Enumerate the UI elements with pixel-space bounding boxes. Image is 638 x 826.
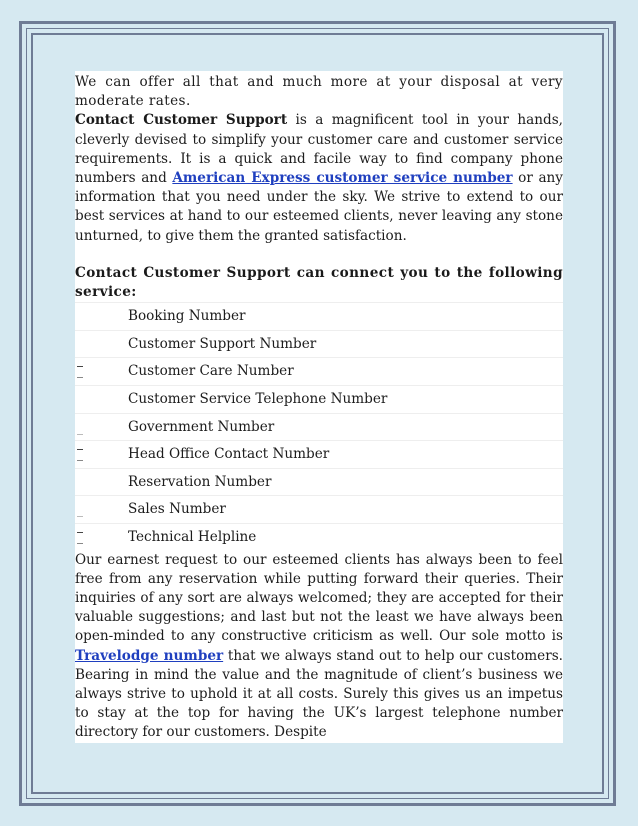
services-list xyxy=(75,302,563,550)
list-item xyxy=(75,385,563,413)
list-bullet xyxy=(75,496,85,523)
service-label: Government Number xyxy=(128,418,275,435)
list-bullet xyxy=(75,414,85,441)
list-item xyxy=(75,357,563,385)
services-heading xyxy=(75,264,563,302)
list-bullet xyxy=(75,524,85,551)
list-bullet xyxy=(75,469,85,496)
service-label: Technical Helpline xyxy=(128,528,257,545)
support-paragraph-text-b: or any information that you need under the sky. We strive to extend to our best services at hand to our esteemed clients, never leaving any stone unturned, to give them the granted satisfaction. xyxy=(75,170,563,244)
support-paragraph-text-a: is a magnificent tool in your hands, cleverly devised to simplify your customer care and customer service requirements. It is a quick and facile way to find company phone numbers and xyxy=(75,112,563,187)
list-bullet xyxy=(75,303,85,330)
request-paragraph-text-a: Our earnest request to our esteemed clients has always been to feel free from any reservation while putting forward their queries. Their inquiries of any sort are always welcomed; they are accepted for their valuable suggestions; and last but not the least we have always been open-minded to any constructive criticism as well. Our sole motto is xyxy=(75,551,563,645)
list-item xyxy=(75,523,563,551)
paragraph-spacer xyxy=(75,246,563,264)
list-item xyxy=(75,413,563,441)
list-bullet xyxy=(75,331,85,358)
service-label: Customer Service Telephone Number xyxy=(128,391,388,408)
request-paragraph xyxy=(75,551,563,743)
list-item xyxy=(75,330,563,358)
service-label: Customer Support Number xyxy=(128,335,317,352)
service-label: Booking Number xyxy=(128,308,246,325)
intro-paragraph: We can offer all that and much more at your disposal at very moderate rates. xyxy=(75,74,563,110)
list-bullet xyxy=(75,441,85,468)
services-heading-text: Contact Customer Support can connect you to the following service: xyxy=(75,264,563,301)
list-item xyxy=(75,495,563,523)
support-paragraph-lead: Contact Customer Support xyxy=(75,112,288,129)
service-label: Head Office Contact Number xyxy=(128,446,330,463)
list-item xyxy=(75,302,563,330)
service-label: Sales Number xyxy=(128,501,226,518)
service-label: Reservation Number xyxy=(128,473,272,490)
service-label: Customer Care Number xyxy=(128,363,294,380)
list-item xyxy=(75,468,563,496)
document-body xyxy=(75,71,563,743)
list-item xyxy=(75,440,563,468)
travelodge-link[interactable]: Travelodge number xyxy=(75,647,224,664)
request-paragraph-text-b: that we always stand out to help our customers. Bearing in mind the value and the magnitude of client’s business we always strive to uphold it at all costs. Surely this gives us an impetus to stay at the top for having the UK’s largest telephone number directory for our customers. Despite xyxy=(75,647,564,741)
support-paragraph xyxy=(75,111,563,245)
list-bullet xyxy=(75,358,85,385)
list-bullet xyxy=(75,386,85,413)
amex-service-link[interactable]: American Express customer service number xyxy=(172,170,513,187)
